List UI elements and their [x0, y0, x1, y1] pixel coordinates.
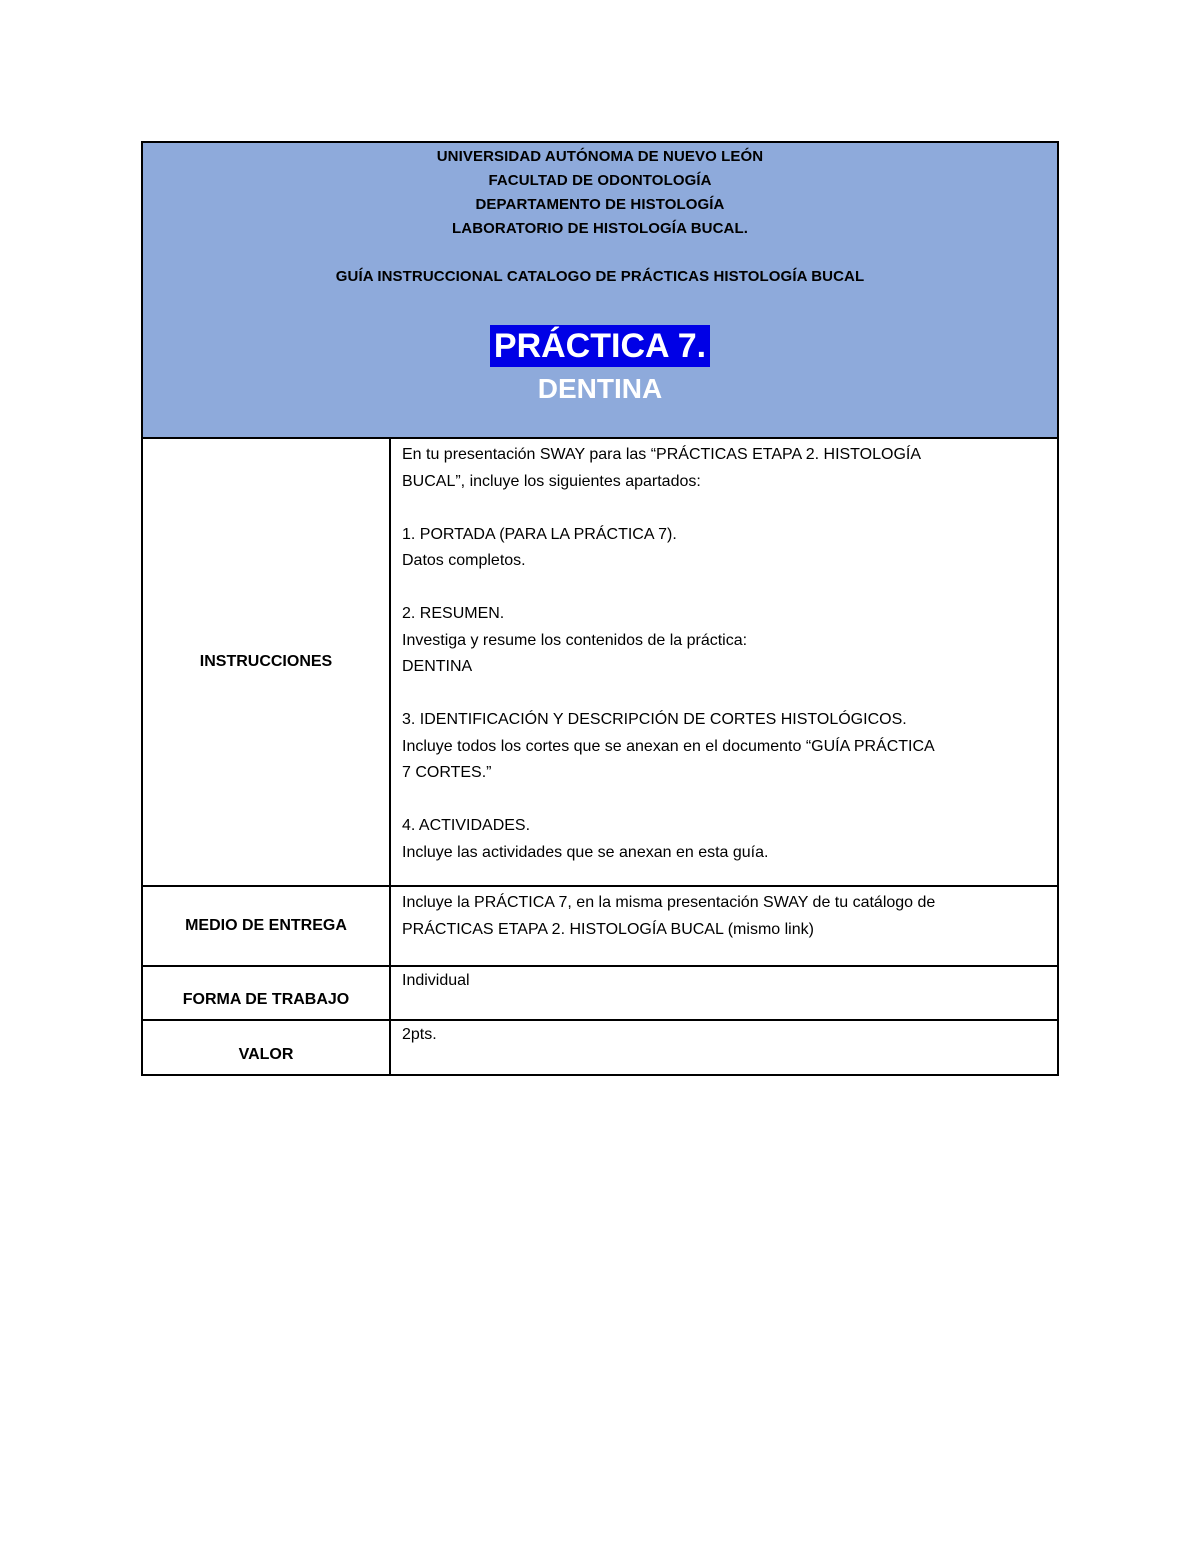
header-block	[143, 143, 1057, 439]
value-row	[143, 1021, 1057, 1074]
work-mode-row	[143, 967, 1057, 1021]
item-text: Incluye todos los cortes que se anexan en el documento “GUÍA PRÁCTICA	[402, 737, 935, 755]
value-amount: 2pts.	[402, 1026, 437, 1043]
item-text: 7 CORTES.”	[402, 764, 492, 781]
item-title: 1. PORTADA (PARA LA PRÁCTICA 7).	[402, 525, 677, 543]
item-text: Incluye las actividades que se anexan en esta guía.	[402, 843, 769, 861]
instructions-content	[391, 439, 1057, 885]
delivery-text-line: Incluye la PRÁCTICA 7, en la misma presentación SWAY de tu catálogo de	[402, 894, 936, 911]
item-title: 3. IDENTIFICACIÓN Y DESCRIPCIÓN DE CORTES HISTOLÓGICOS.	[402, 711, 907, 728]
university-name: UNIVERSIDAD AUTÓNOMA DE NUEVO LEÓN	[436, 148, 764, 165]
work-mode-label: FORMA DE TRABAJO	[143, 967, 391, 1019]
value-label: VALOR	[143, 1021, 391, 1074]
work-mode-value: Individual	[402, 972, 470, 989]
faculty-name: FACULTAD DE ODONTOLOGÍA	[488, 172, 712, 189]
delivery-label: MEDIO DE ENTREGA	[143, 887, 391, 965]
item-text: DENTINA	[402, 658, 473, 675]
practice-number-badge: PRÁCTICA 7.	[490, 325, 710, 367]
laboratory-name: LABORATORIO DE HISTOLOGÍA BUCAL.	[452, 220, 748, 237]
guide-title: GUÍA INSTRUCCIONAL CATALOGO DE PRÁCTICAS HISTOLOGÍA BUCAL	[335, 268, 865, 285]
instructions-intro-line: BUCAL”, incluye los siguientes apartados:	[402, 472, 701, 490]
practice-guide-table	[141, 141, 1059, 1076]
instructions-row	[143, 439, 1057, 887]
item-text: Investiga y resume los contenidos de la práctica:	[402, 631, 748, 649]
practice-topic: DENTINA	[537, 373, 663, 404]
delivery-row	[143, 887, 1057, 967]
item-title: 4. ACTIVIDADES.	[402, 817, 531, 834]
department-name: DEPARTAMENTO DE HISTOLOGÍA	[475, 196, 725, 213]
instructions-label: INSTRUCCIONES	[143, 439, 391, 885]
instructions-intro-line: En tu presentación SWAY para las “PRÁCTICAS ETAPA 2. HISTOLOGÍA	[402, 446, 922, 463]
item-title: 2. RESUMEN.	[402, 605, 505, 622]
delivery-content	[391, 887, 1057, 965]
delivery-text-line: PRÁCTICAS ETAPA 2. HISTOLOGÍA BUCAL (mismo link)	[402, 920, 814, 938]
item-text: Datos completos.	[402, 552, 526, 569]
